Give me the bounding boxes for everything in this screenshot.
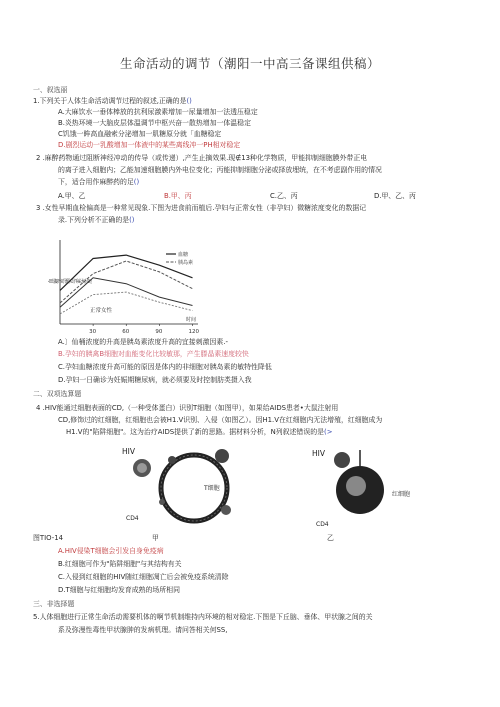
option-a: A.大麻饮水一垂体棒放的抗利尿激素增加一尿量增加一法透压稳定 [58,108,258,116]
hiv-virus-icon [221,505,231,515]
question-2-line-1: 2 .麻醉药物通过阻断神经冲动的传导（或传递）,产生止摘效果.现∉13种化学物质，甲能抑制细胞膜外带正电 [36,154,368,162]
question-2-line-3 [58,178,139,187]
x-tick-label: 90 [155,329,163,335]
figure-hiv-tcell [116,440,266,532]
figure-caption: 图TIO-14 [33,534,64,542]
option-b: B.孕妇的胰禽B细胞对血能变化比较敏那，产生滕晶素速度较快 [58,350,249,358]
question-4-text: H1.V的"陷阱细胞"。这为治疗AIDS提供了新的思路。据材料分析，N列叙述错误的是 [66,428,324,436]
question-5-line-2: 系及弥漫性毒性甲状腺肿的发病机理。请问答相关何SS, [58,626,228,634]
x-tick-label: 120 [188,329,199,335]
rbc-center [346,476,366,496]
option-a: A.〕仙桶浓度的升高是胰岛素浓度升高的宜接刺激因素.- [58,338,228,346]
glucose-insulin-chart [38,232,208,340]
question-4-line-2: CD,修饰过的红细胞，红细胞也会被H1.V识别、入侵（如图乙）。因H1.V在红细胞内无法增殖，红细胞成为 [58,416,383,424]
cd4-label: CD4 [316,521,329,528]
option-a: A.HIV侵染T细胞会引发自身免疫病 [58,547,164,555]
option-c: C.入侵到红细胞的HIV随红细胞凋亡后会被免疫系统清除 [58,573,229,581]
page-title: 生命活动的调节（潮阳一中高三备课组供稿） [119,56,380,71]
legend-label: 胰岛素 [178,260,194,266]
option-d: D.剧烈运动一乳酸增加一体液中的某些离线冲一PH相对稳定 [58,141,241,149]
question-3-line-1: 3 .女性早期血检偏高是一种常见现象.下图为进食前而植后.孕妇与正常女性（非孕妇）微糖浓度变化的数据记 [36,204,367,212]
option-a: A.甲、乙 [58,192,86,200]
tcell-label: T细胞 [204,485,220,492]
hiv-label: HIV [122,447,135,456]
option-c: C.乙、丙 [270,192,298,200]
cd4-label: CD4 [126,515,139,522]
answer-paren: () [133,178,140,186]
question-3-text: 录.下列分析不正确的是 [58,216,130,224]
x-axis-label: 时间 [186,317,197,323]
option-d: D.T细胞与红细胞均发育成熟的场所相同 [58,586,180,594]
section-heading-2: 二、双项选算题 [33,390,82,398]
option-b: B.红细胞可作为"陷阱细胞"与其结构有关 [58,560,182,568]
question-2-line-2: 的离子进入细胞内；乙能加速细胞膜内外电位变化；丙能抑制细胞分泌或择放埋统，在不考虑副作用的情况 [58,166,382,174]
question-1-text: 1.下列关于人体生命活动调节过程的叙述,正确的是 [33,97,187,105]
x-tick-label: 60 [122,329,130,335]
figure-label-b: 乙 [327,534,334,542]
question-3-line-2 [58,216,135,225]
answer-paren: (> [324,428,333,436]
option-c: C.孕妇血糖浓度升高可能的原因是体内的非细胞对胰岛素的敏特性降低 [58,363,272,371]
answer-paren: () [129,216,135,224]
y-axis-label: 血糖或胰岛素浓度 [48,279,92,285]
annotation-label: 正常女性 [90,308,113,314]
hiv-virus-icon [159,499,165,505]
question-2-text: 下，适合用作麻醉药的足 [58,178,134,186]
question-1-stem [33,97,192,106]
answer-paren: () [186,97,192,105]
legend-label: 血糖 [178,252,189,258]
option-c: C饥饿一眸高血融索分泌增加一肌糖原分就「血糖稳定 [58,130,222,138]
figure-label-a: 甲 [152,534,159,542]
option-b: B.甲、丙 [164,192,192,200]
option-d: D.孕妇一日确诊为妊娠期糖尿病，就必须要及时控制肪类摄入我 [58,376,252,384]
hiv-virus-icon [168,456,176,464]
question-4-line-3 [66,428,332,437]
series-line-4 [60,292,193,314]
hiv-virus-icon [215,449,229,463]
x-tick-label: 30 [89,329,97,335]
question-4-line-1: 4 .HIV能通过细胞表面的CD,（一种受体蛋白）识别T细胞（如图甲），如果给AIDS患者•大鼠注射用 [36,404,339,412]
rbc-label: 红细胞 [392,491,411,498]
option-b: B.炎热环境一大脑皮层体温调节中枢兴奋一散热增加一体温稳定 [58,119,251,127]
option-d: D.甲、乙、丙 [374,192,416,200]
hiv-virus-icon [334,452,350,468]
figure-hiv-rbc [306,440,446,532]
hiv-label: HIV [312,449,325,458]
section-heading-1: 一、叙选丽 [33,86,68,94]
question-5-line-1: 5.人体细胞进行正常生命活动需要机体的啊节机制维持内环境的相对稳定.下图是下丘脑、垂体、甲状腺之间的关 [33,613,373,621]
hiv-core-icon [137,463,147,473]
section-heading-3: 三、非选择题 [33,600,75,608]
